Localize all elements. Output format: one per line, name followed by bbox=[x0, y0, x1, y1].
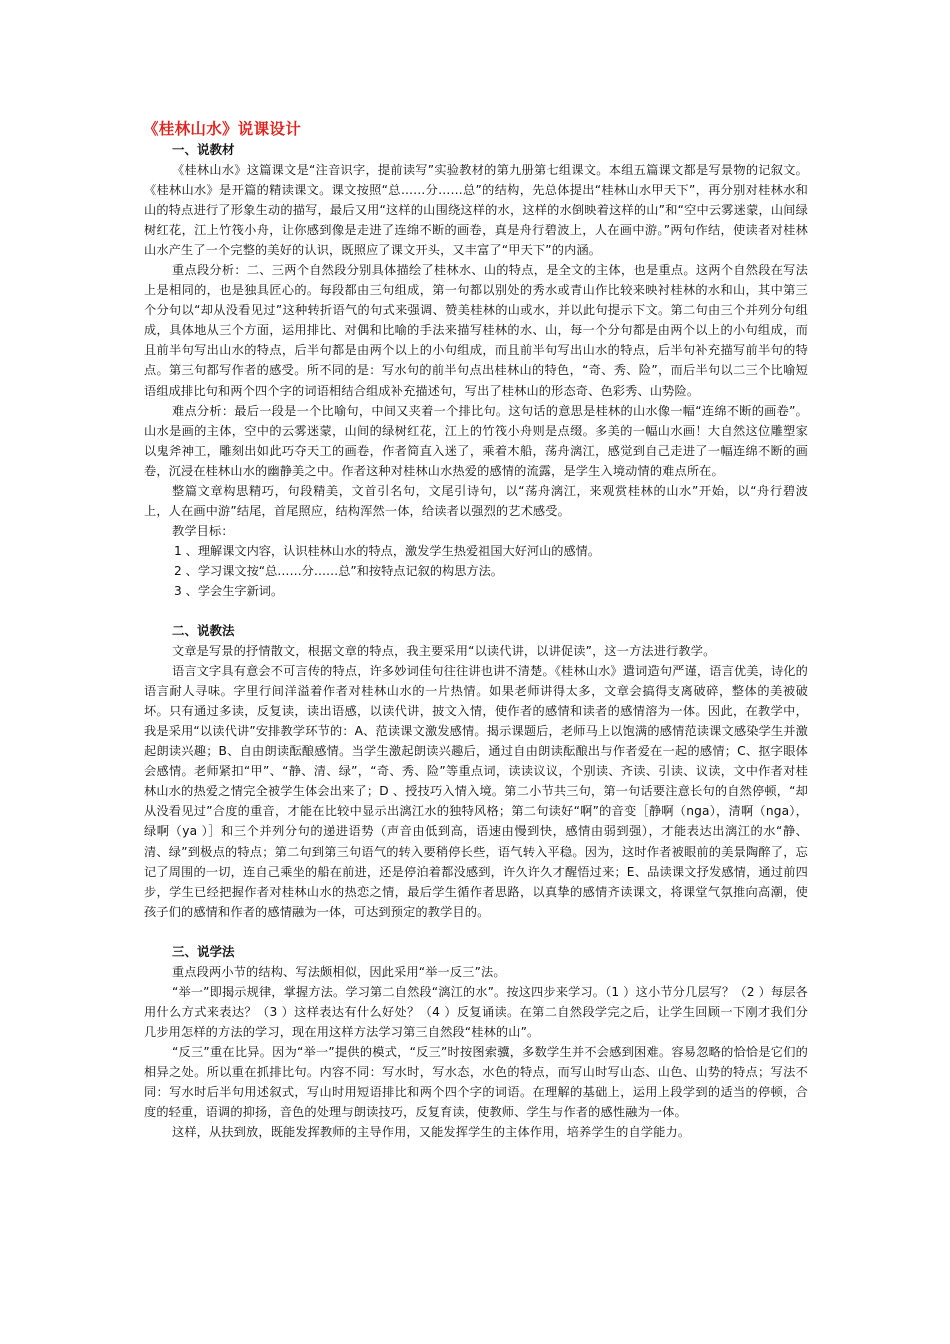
section-1-paragraph-1: 《桂林山水》这篇课文是“注音识字，提前读写”实验教材的第九册第七组课文。本组五篇课文都是写景物的记叙文。《桂林山水》是开篇的精读课文。课文按照“总……分……总”的结构，先总体提出“桂林山水甲天下”，再分别对桂林水和山的特点进行了形象生动的描写，最后又用“这样的山围绕这样的水，这样的水倒映着这样的山”和“空中云雾迷蒙，山间绿树红花，江上竹筏小舟，让你感到像是走进了连绵不断的画卷，真是舟行碧波上，人在画中游。”两句作结，使读者对桂林山水产生了一个完整的美好的认识，既照应了课文开头，又丰富了“甲天下”的内涵。 bbox=[144, 163, 808, 258]
section-1-paragraph-4: 整篇文章构思精巧，句段精美，文首引名句，文尾引诗句，以“荡舟漓江，来观赏桂林的山水”开始，以“舟行碧波上，人在画中游”结尾，首尾照应，结构浑然一体，给读者以强烈的艺术感受。 bbox=[144, 483, 808, 518]
section-2-paragraph-2: 语言文字具有意会不可言传的特点，许多妙词佳句往往讲也讲不清楚。《桂林山水》遣词造句严谨，语言优美，诗化的语言耐人寻味。字里行间洋溢着作者对桂林山水的一片热情。如果老师讲得太多，文章会搞得支离破碎，整体的美被破坏。只有通过多读，反复读，读出语感，以读代讲，披文入情，使作者的感情和读者的感情溶为一体。因此，在教学中，我是采用“以读代讲”安排教学环节的：A、范读课文激发感情。揭示课题后，老师马上以饱满的感情范读课文感染学生并激起朗读兴趣；B、自由朗读酝酿感情。当学生激起朗读兴趣后，通过自由朗读酝酿出与作者爱在一起的感情；C、抠字眼体会感情。老师紧扣“甲”、“静、清、绿”，“奇、秀、险”等重点词，读读议议，个别读、齐读、引读、议读，文中作者对桂林山水的热爱之情完全被学生体会出来了；D 、授技巧入情入境。第二小节共三句，第一句话要注意长句的自然停顿，“却从没看见过”合度的重音，才能在比较中显示出漓江水的独特风格；第二句读好“啊”的音变［静啊（nga），清啊（nga），绿啊（ya ）］和三个并列分句的递进语势（声音由低到高，语速由慢到快，感情由弱到强），才能表达出漓江的水“静、清、绿”到极点的特点；第二句到第三句语气的转入要稍停长些，语气转入平稳。因为，这时作者被眼前的美景陶醉了，忘记了周围的一切，连自己乘坐的船在前进，还是停泊着都没感到，许久许久才醒悟过来；E、品读课文抒发感情，通过前四步，学生已经把握作者对桂林山水的热恋之情，最后学生循作者思路，以真挚的感情齐读课文，将课堂气氛推向高潮，使孩子们的感情和作者的感情融为一体，可达到预定的教学目的。 bbox=[144, 664, 808, 919]
teaching-goal-item: 3 、学会生字新词。 bbox=[174, 583, 284, 598]
section-2-heading: 二、说教法 bbox=[172, 623, 235, 639]
section-3-paragraph-1: 重点段两小节的结构、写法颇相似，因此采用“举一反三”法。 bbox=[172, 964, 506, 979]
document-page bbox=[144, 118, 808, 1142]
section-3-paragraph-4: 这样，从扶到放，既能发挥教师的主导作用，又能发挥学生的主体作用，培养学生的自学能力。 bbox=[172, 1125, 691, 1140]
section-3-heading: 三、说学法 bbox=[172, 943, 235, 959]
section-1-paragraph-3: 难点分析：最后一段是一个比喻句，中间又夹着一个排比句。这句话的意思是桂林的山水像一幅“连绵不断的画卷”。山水是画的主体，空中的云雾迷蒙，山间的绿树红花，江上的竹筏小舟则是点缀。多美的一幅山水画！大自然这位雕塑家以鬼斧神工，雕刻出如此巧夺天工的画卷，作者简直入迷了，乘着木船，荡舟漓江，感觉到自己走进了一幅连绵不断的画卷，沉浸在桂林山水的幽静美之中。作者这种对桂林山水热爱的感情的流露，是学生入境动情的难点所在。 bbox=[144, 403, 808, 478]
section-3-paragraph-3: “反三”重在比异。因为“举一”提供的模式，“反三”时按图索骥，多数学生并不会感到困难。容易忽略的恰恰是它们的相异之处。所以重在抓排比句。内容不同：写水时，写水态，水色的特点，而写山时写山态、山色、山势的特点；写法不同：写水时后半句用述叙式，写山时用短语排比和两个四个字的词语。在理解的基础上，运用上段学到的适当的停顿，合度的轻重，语调的抑扬，音色的处理与朗读技巧，反复育读，使教师、学生与作者的感性融为一体。 bbox=[144, 1044, 808, 1120]
section-2-paragraph-1: 文章是写景的抒情散文，根据文章的特点，我主要采用“以读代讲，以讲促读”，这一方法进行教学。 bbox=[172, 644, 716, 659]
document-title: 《桂林山水》说课设计 bbox=[143, 120, 302, 138]
section-1-heading: 一、说教材 bbox=[172, 142, 235, 157]
section-spacer bbox=[144, 601, 808, 621]
section-spacer bbox=[144, 922, 808, 942]
teaching-goal-item: 1 、理解课文内容，认识桂林山水的特点，激发学生热爱祖国大好河山的感情。 bbox=[174, 543, 601, 558]
section-3-paragraph-2: “举一”即揭示规律，掌握方法。学习第二自然段“漓江的水”。按这四步来学习。（1 ）这小节分几层写？（2 ）每层各用什么方式来表达？（3 ）这样表达有什么好处？（4 ）反复诵读。在第二自然段学完之后，让学生回顾一下刚才我们分几步用怎样的方法的学习，现在用这样方法学习第三自然段“桂林的山”。 bbox=[144, 984, 808, 1039]
section-1-paragraph-2: 重点段分析：二、三两个自然段分别具体描绘了桂林水、山的特点，是全文的主体，也是重点。这两个自然段在写法上是相同的，也是独具匠心的。每段都由三句组成，第一句都以别处的秀水或青山作比较来映衬桂林的水和山，其中第三个分句以“却从没看见过”这种转折语气的句式来强调、赞美桂林的山或水，并以此句提示下文。第二句由三个并列分句组成，具体地从三个方面，运用排比、对偶和比喻的手法来描写桂林的水、山，每一个分句都是由两个以上的小句组成，而且前半句写出山水的特点，后半句都是由两个以上的小句组成，而且前半句写出山水的特点，后半句补充描写前半句的特点。第三句都写作者的感受。所不同的是：写水句的前半句点出桂林山的特色，“奇、秀、险”，而后半句以二三个比喻短语组成排比句和两个四个字的词语相结合组成补充描述句，写出了桂林山的形态奇、色彩秀、山势险。 bbox=[144, 263, 808, 398]
teaching-goal-item: 2 、学习课文按“总……分……总”和按特点记叙的构思方法。 bbox=[174, 563, 503, 578]
teaching-goals-label: 教学目标： bbox=[172, 523, 234, 538]
